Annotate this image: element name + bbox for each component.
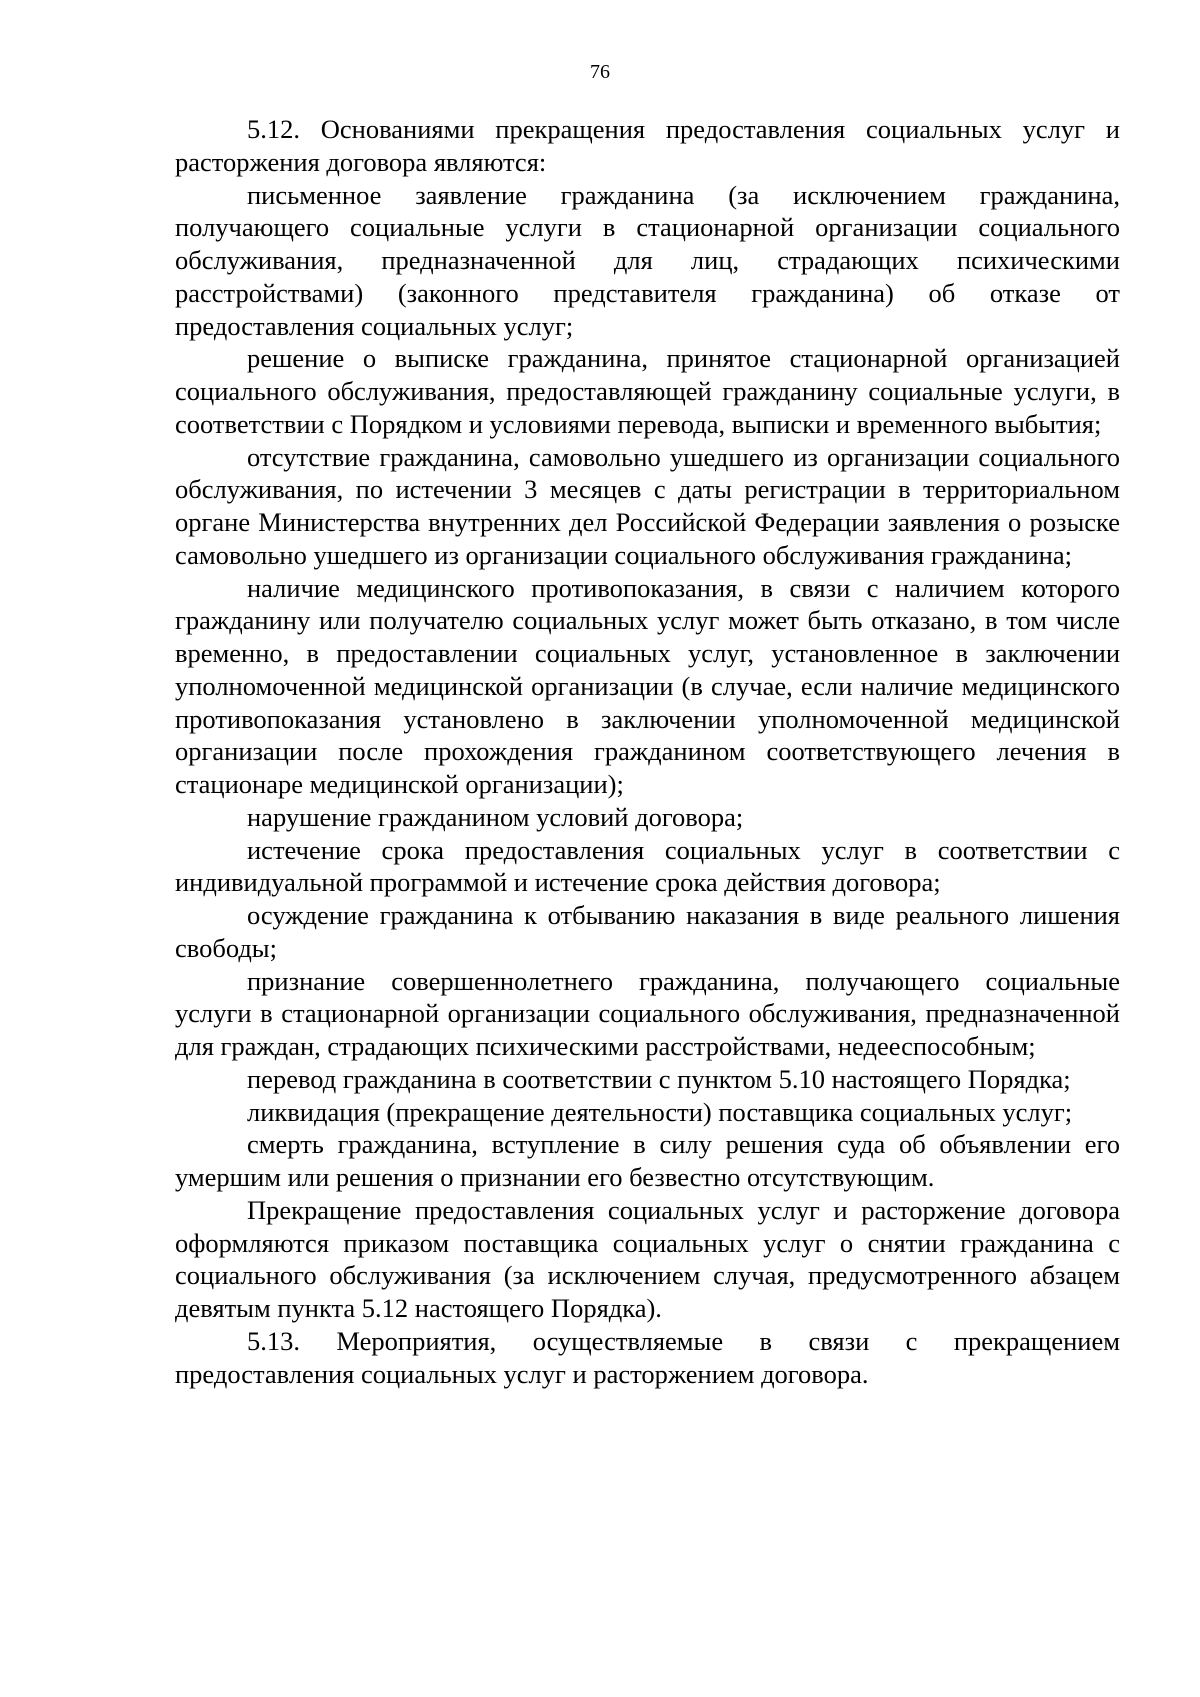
paragraph-medical-contraindication: наличие медицинского противопоказания, в связи с наличием которого гражданину или получателю социальных услуг может быть отказано, в том числе временно, в предоставлении социальных услуг, установленное в заключении уполномоченной медицинской организации (в случае, если наличие медицинского противопоказания установлено в заключении уполномоченной медицинской организации после прохождения гражданином соответствующего лечения в стационаре медицинской организации); bbox=[175, 572, 1120, 799]
paragraph-death: смерть гражданина, вступление в силу решения суда об объявлении его умершим или решения о признании его безвестно отсутствующим. bbox=[175, 1129, 1120, 1192]
paragraph-discharge-decision: решение о выписке гражданина, принятое стационарной организацией социального обслуживания, предоставляющей гражданину социальные услуги, в соответствии с Порядком и условиями перевода, выписки и временного выбытия; bbox=[175, 343, 1120, 439]
page-number: 76 bbox=[590, 61, 610, 83]
paragraph-termination-order: Прекращение предоставления социальных услуг и расторжение договора оформляются приказом поставщика социальных услуг о снятии гражданина с социального обслуживания (за исключением случая, предусмотренного абзацем девятым пункта 5.12 настоящего Порядка). bbox=[175, 1194, 1120, 1323]
paragraph-liquidation: ликвидация (прекращение деятельности) поставщика социальных услуг; bbox=[247, 1096, 1073, 1127]
document-body bbox=[175, 113, 1120, 1390]
paragraph-term-expiry: истечение срока предоставления социальных услуг в соответствии с индивидуальной программой и истечение срока действия договора; bbox=[175, 834, 1120, 898]
paragraph-absence: отсутствие гражданина, самовольно ушедшего из организации социального обслуживания, по истечении 3 месяцев с даты регистрации в территориальном органе Министерства внутренних дел Российской Федерации заявления о розыске самовольно ушедшего из организации социального обслуживания гражданина; bbox=[175, 441, 1120, 570]
paragraph-5-12-intro: 5.12. Основаниями прекращения предоставления социальных услуг и расторжения договора являются: bbox=[175, 114, 1120, 177]
paragraph-written-statement: письменное заявление гражданина (за исключением гражданина, получающего социальные услуги в стационарной организации социального обслуживания, предназначенной для лиц, страдающих психическими расстройствами) (законного представителя гражданина) об отказе от предоставления социальных услуг; bbox=[175, 179, 1120, 341]
paragraph-5-13: 5.13. Мероприятия, осуществляемые в связи с прекращением предоставления социальных услуг и расторжением договора. bbox=[175, 1325, 1120, 1389]
paragraph-conviction: осуждение гражданина к отбыванию наказания в виде реального лишения свободы; bbox=[175, 900, 1120, 963]
paragraph-incapacity: признание совершеннолетнего гражданина, получающего социальные услуги в стационарной организации социального обслуживания, предназначенной для граждан, страдающих психическими расстройствами, недееспособным; bbox=[175, 965, 1120, 1061]
paragraph-contract-violation: нарушение гражданином условий договора; bbox=[247, 801, 744, 832]
paragraph-transfer: перевод гражданина в соответствии с пунктом 5.10 настоящего Порядка; bbox=[247, 1063, 1071, 1094]
